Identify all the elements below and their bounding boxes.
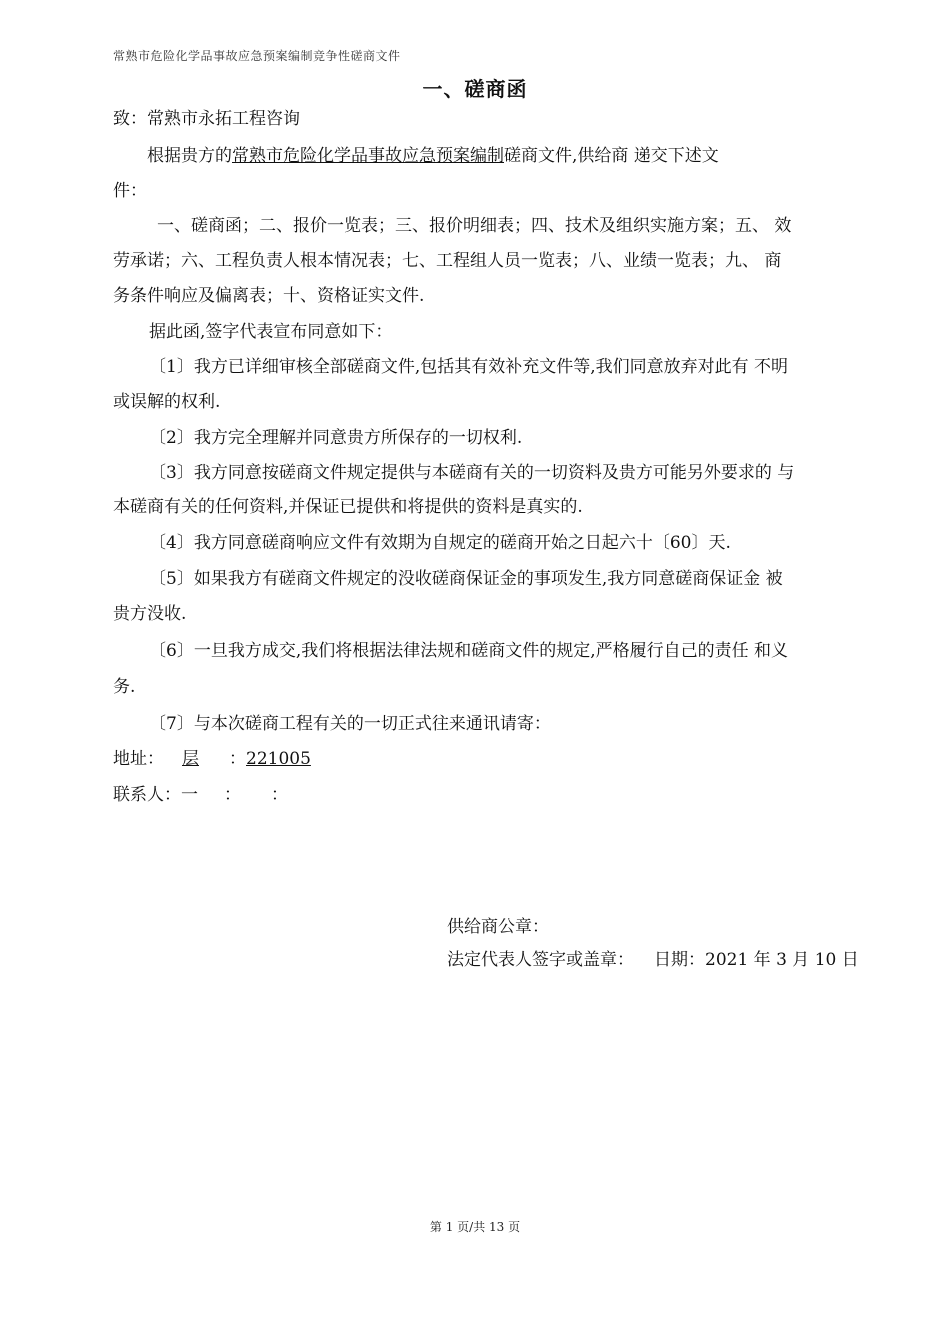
clause-7-line-1: 〔7〕与本次磋商工程有关的一切正式往来通讯请寄： [149, 714, 551, 734]
intro-line-1 [113, 139, 719, 174]
page-title: 一、磋商函 [422, 77, 528, 101]
clause-4-line-1: 〔4〕我方同意磋商响应文件有效期为自规定的磋商开始之日起六十〔60〕天. [149, 533, 731, 553]
date-label: 日期：2021 年 3 月 10 日 [654, 950, 859, 970]
clause-5-line-1: 〔5〕如果我方有磋商文件规定的没收磋商保证金的事项发生,我方同意磋商保证金 被 [149, 569, 783, 589]
clause-1-line-2: 或误解的权利. [113, 392, 221, 412]
running-header: 常熟市危险化学品事故应急预案编制竞争性磋商文件 [113, 49, 401, 63]
supplier-seal-label: 供给商公章： [447, 917, 549, 937]
declaration-intro: 据此函,签字代表宣布同意如下： [149, 322, 393, 342]
intro-line-2: 件： [113, 181, 147, 201]
postcode-value: 221005 [246, 749, 311, 769]
address-value: 层 [182, 749, 199, 769]
recipient-line: 致：常熟市永拓工程咨询 [113, 109, 300, 129]
clause-3-line-1: 〔3〕我方同意按磋商文件规定提供与本磋商有关的一切资料及贵方可能另外要求的 与 [149, 463, 795, 483]
intro-prefix: 根据贵方的 [147, 146, 232, 166]
page-number: 第 1 页/共 13 页 [429, 1220, 521, 1234]
clause-1-line-1: 〔1〕我方已详细审核全部磋商文件,包括其有效补充文件等,我们同意放弃对此有 不明 [149, 357, 789, 377]
legal-rep-label: 法定代表人签字或盖章： [447, 950, 634, 970]
postcode-separator: ： [229, 749, 246, 769]
address-label: 地址： [113, 749, 164, 769]
clause-2-line-1: 〔2〕我方完全理解并同意贵方所保存的一切权利. [149, 428, 523, 448]
address-row [113, 742, 311, 777]
clause-5-line-2: 贵方没收. [113, 604, 187, 624]
signature-row [447, 943, 859, 978]
clause-3-line-2: 本磋商有关的任何资料,并保证已提供和将提供的资料是真实的. [113, 497, 583, 517]
project-name: 常熟市危险化学品事故应急预案编制 [232, 146, 504, 166]
clause-6-line-1: 〔6〕一旦我方成交,我们将根据法律法规和磋商文件的规定,严格履行自己的责任 和义 [149, 641, 789, 661]
contact-row [113, 778, 288, 813]
documents-line-1: 一、磋商函；二、报价一览表；三、报价明细表；四、技术及组织实施方案；五、 效 [157, 216, 792, 236]
clause-6-line-2: 务. [113, 677, 136, 697]
contact-separator-1: ： [224, 785, 241, 805]
contact-label: 联系人：一 [113, 785, 198, 805]
contact-separator-2: ： [271, 785, 288, 805]
intro-suffix: 磋商文件,供给商 递交下述文 [504, 146, 719, 166]
documents-line-3: 务条件响应及偏离表；十、资格证实文件. [113, 286, 425, 306]
documents-line-2: 劳承诺；六、工程负责人根本情况表；七、工程组人员一览表；八、业绩一览表；九、 商 [113, 251, 782, 271]
